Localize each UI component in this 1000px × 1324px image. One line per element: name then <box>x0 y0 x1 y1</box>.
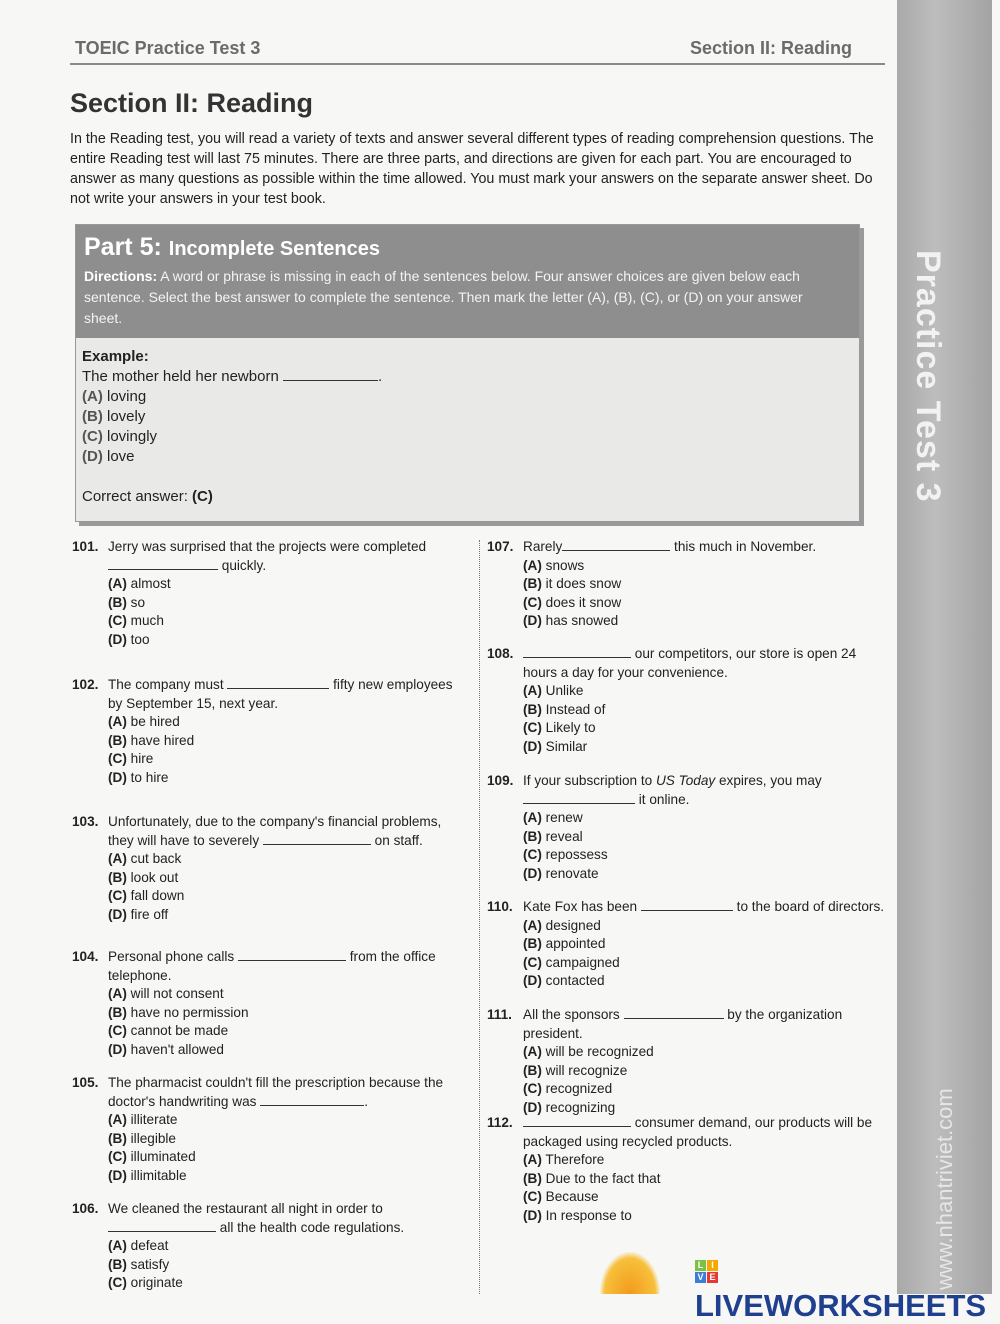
option-letter: (A) <box>523 683 542 698</box>
stem-text: All the sponsors <box>523 1007 624 1022</box>
answer-option[interactable] <box>523 701 892 720</box>
option-letter: (B) <box>108 732 127 748</box>
option-letter: (D) <box>523 973 542 988</box>
option-letter: (B) <box>523 936 542 951</box>
answer-blank[interactable] <box>523 1114 631 1127</box>
answer-label: Correct answer: <box>82 488 188 505</box>
question-number: 108. <box>487 646 514 661</box>
option-letter: (B) <box>523 828 542 844</box>
question-options <box>108 850 457 924</box>
answer-blank[interactable] <box>238 948 346 961</box>
option-letter: (C) <box>82 428 103 445</box>
option-text: Similar <box>545 738 588 754</box>
answer-option[interactable] <box>523 954 892 973</box>
option-text: will recognize <box>545 1062 628 1078</box>
option-text: originate <box>130 1275 183 1290</box>
question-stem <box>108 538 457 575</box>
answer-blank[interactable] <box>523 645 631 658</box>
option-text: so <box>130 594 146 610</box>
answer-option[interactable] <box>108 1022 457 1041</box>
answer-option[interactable] <box>108 1148 457 1167</box>
question-110 <box>487 898 892 991</box>
answer-option[interactable] <box>523 1151 892 1170</box>
stem-text: quickly. <box>218 557 267 573</box>
answer-option[interactable] <box>108 631 457 650</box>
option-letter: (D) <box>108 906 127 922</box>
question-107 <box>487 538 892 631</box>
example-answer <box>82 487 382 507</box>
option-letter: (A) <box>523 917 542 933</box>
example-option <box>82 387 382 407</box>
answer-blank[interactable] <box>523 791 635 804</box>
answer-option[interactable] <box>523 935 892 954</box>
question-number: 112. <box>487 1115 513 1130</box>
option-text: it does snow <box>545 576 622 591</box>
part-5-header <box>76 225 859 338</box>
watermark-text: LIVEWORKSHEETS <box>695 1288 987 1323</box>
option-text: designed <box>545 917 601 933</box>
stem-text: our competitors, our store is open 24 hours a day for your convenience. <box>523 646 857 680</box>
answer-blank[interactable] <box>263 832 371 845</box>
option-letter: (B) <box>108 1004 127 1020</box>
option-letter: (D) <box>523 613 542 628</box>
stem-text: Rarely <box>523 539 563 554</box>
example-stem: The mother held her newborn . <box>82 368 383 385</box>
option-letter: (C) <box>108 888 127 903</box>
stem-text: fifty new employees by September 15, next year. <box>108 677 453 711</box>
option-text: satisfy <box>130 1256 170 1272</box>
option-letter: (B) <box>523 576 542 591</box>
answer-value: (C) <box>192 488 213 505</box>
question-111 <box>487 1006 892 1117</box>
option-letter: (B) <box>523 1170 542 1186</box>
column-divider <box>479 540 480 1294</box>
answer-option[interactable] <box>523 682 892 701</box>
liveworksheets-icon: L I V E <box>695 1260 718 1283</box>
answer-blank[interactable] <box>108 557 218 570</box>
answer-option[interactable] <box>523 1062 892 1081</box>
answer-option[interactable] <box>523 1188 892 1207</box>
question-options <box>523 682 892 756</box>
directions-label: Directions: <box>84 268 158 284</box>
option-letter: (A) <box>523 1044 542 1059</box>
question-options <box>108 575 457 649</box>
answer-blank[interactable] <box>227 676 329 689</box>
option-text: will not consent <box>130 986 224 1001</box>
answer-option[interactable] <box>523 594 892 613</box>
question-stem <box>523 772 892 809</box>
question-stem <box>523 1006 892 1043</box>
question-options <box>523 1151 892 1225</box>
question-options <box>108 1237 457 1293</box>
option-text: fall down <box>130 888 185 903</box>
option-letter: (D) <box>523 738 542 754</box>
option-text: to hire <box>130 769 169 785</box>
flame-logo-icon <box>600 1252 660 1294</box>
answer-option[interactable] <box>523 809 892 828</box>
question-104 <box>72 948 457 1059</box>
option-letter: (A) <box>523 810 542 825</box>
option-text: almost <box>130 576 171 591</box>
option-letter: (B) <box>82 408 103 425</box>
option-letter: (D) <box>523 1099 542 1115</box>
option-letter: (C) <box>523 847 542 862</box>
question-number: 102. <box>72 677 99 692</box>
question-stem <box>523 1114 892 1151</box>
question-stem <box>108 813 457 850</box>
question-number: 111. <box>487 1007 512 1022</box>
option-letter: (C) <box>523 954 542 970</box>
answer-option[interactable] <box>108 887 457 906</box>
option-letter: (C) <box>108 613 127 628</box>
option-letter: (B) <box>523 701 542 717</box>
part-directions <box>84 266 844 329</box>
question-108 <box>487 645 892 756</box>
option-letter: (D) <box>523 865 542 881</box>
question-options <box>523 557 892 631</box>
answer-option[interactable] <box>523 1043 892 1062</box>
answer-option[interactable] <box>108 612 457 631</box>
option-letter: (C) <box>523 594 542 610</box>
option-text: love <box>107 448 135 465</box>
answer-option[interactable] <box>108 1041 457 1060</box>
part-title <box>84 233 380 262</box>
option-text: too <box>130 631 150 647</box>
answer-option[interactable] <box>108 732 457 751</box>
question-options <box>523 809 892 883</box>
option-letter: (C) <box>108 1023 127 1038</box>
option-text: Unlike <box>545 683 584 698</box>
option-text: illuminated <box>130 1149 196 1164</box>
option-letter: (D) <box>108 1167 127 1183</box>
option-text: Likely to <box>545 720 596 735</box>
answer-option[interactable] <box>523 846 892 865</box>
question-number: 110. <box>487 899 513 914</box>
option-text: illiterate <box>130 1112 178 1127</box>
question-number: 104. <box>72 949 99 964</box>
option-letter: (C) <box>108 1149 127 1164</box>
question-stem <box>108 948 457 985</box>
answer-option[interactable] <box>108 594 457 613</box>
question-109 <box>487 772 892 883</box>
option-letter: (A) <box>82 388 103 405</box>
answer-option[interactable] <box>108 1111 457 1130</box>
example-options <box>82 387 382 467</box>
question-options <box>523 1043 892 1117</box>
stem-text: The pharmacist couldn't fill the prescription because the doctor's handwriting was <box>108 1075 444 1109</box>
answer-option[interactable] <box>523 1170 892 1189</box>
option-letter: (A) <box>108 851 127 866</box>
example-option <box>82 427 382 447</box>
stem-text: it online. <box>635 791 690 807</box>
stem-text: If your subscription to <box>523 773 656 788</box>
answer-option[interactable] <box>108 713 457 732</box>
stem-text: this much in November. <box>670 539 817 554</box>
stem-text: expires, you may <box>715 773 822 788</box>
option-letter: (A) <box>108 986 127 1001</box>
option-text: look out <box>130 869 179 885</box>
option-text: has snowed <box>545 613 619 628</box>
answer-option[interactable] <box>108 1167 457 1186</box>
question-options <box>108 1111 457 1185</box>
option-text: fire off <box>130 906 169 922</box>
example-option <box>82 407 382 427</box>
option-text: illegible <box>130 1130 176 1146</box>
question-stem <box>108 676 457 713</box>
question-number: 106. <box>72 1201 99 1216</box>
answer-option[interactable] <box>108 906 457 925</box>
answer-option[interactable] <box>108 750 457 769</box>
example-stem-text: The mother held her newborn <box>82 368 279 385</box>
answer-option[interactable] <box>108 769 457 788</box>
option-text: repossess <box>545 847 608 862</box>
question-103 <box>72 813 457 924</box>
option-text: hire <box>130 751 154 766</box>
answer-blank[interactable] <box>624 1006 724 1019</box>
answer-blank[interactable] <box>641 898 733 911</box>
answer-blank[interactable] <box>108 1219 216 1232</box>
part-label: Part 5: <box>84 233 162 261</box>
answer-option[interactable] <box>523 612 892 631</box>
option-letter: (B) <box>108 594 127 610</box>
question-106 <box>72 1200 457 1293</box>
answer-option[interactable] <box>523 1207 892 1226</box>
question-number: 107. <box>487 539 514 554</box>
option-text: renew <box>545 810 583 825</box>
header-section-title: Section II: Reading <box>690 38 853 58</box>
answer-option[interactable] <box>523 575 892 594</box>
option-letter: (B) <box>108 1256 127 1272</box>
header-divider <box>70 63 885 65</box>
stem-text: Jerry was surprised that the projects were completed <box>108 539 427 554</box>
option-letter: (B) <box>108 1130 127 1146</box>
stem-text: Personal phone calls <box>108 949 238 964</box>
option-text: defeat <box>130 1238 169 1253</box>
answer-option[interactable] <box>523 557 892 576</box>
option-text: have hired <box>130 732 195 748</box>
option-text: will be recognized <box>545 1044 654 1059</box>
directions-text: A word or phrase is missing in each of the sentences below. Four answer choices are given below each sentence. Select the best answer to complete the sentence. Then mark the letter (A), (B), (C), or (D) on your answer sheet. <box>84 268 803 326</box>
stem-text: from the office telephone. <box>108 949 436 983</box>
question-options <box>108 713 457 787</box>
example <box>82 347 382 507</box>
sidebar-url: www.nhantriviet.com <box>932 1088 957 1290</box>
answer-option[interactable] <box>108 869 457 888</box>
option-letter: (A) <box>108 1238 127 1253</box>
stem-text: by the organization president. <box>523 1007 843 1041</box>
option-letter: (A) <box>108 1112 127 1127</box>
answer-option[interactable] <box>108 575 457 594</box>
question-number: 103. <box>72 814 99 829</box>
question-112 <box>487 1114 892 1225</box>
answer-option[interactable] <box>523 972 892 991</box>
option-text: recognizing <box>545 1099 616 1115</box>
option-text: have no permission <box>130 1004 249 1020</box>
answer-blank[interactable] <box>260 1093 364 1106</box>
option-letter: (A) <box>523 1152 542 1167</box>
answer-option[interactable] <box>523 719 892 738</box>
question-stem <box>523 538 892 557</box>
liveworksheets-watermark <box>695 1252 1000 1324</box>
option-text: Therefore <box>545 1152 605 1167</box>
option-text: In response to <box>545 1207 632 1223</box>
option-letter: (D) <box>523 1207 542 1223</box>
stem-text: Kate Fox has been <box>523 899 641 914</box>
example-blank <box>283 368 378 381</box>
stem-text: on staff. <box>370 832 423 848</box>
stem-text: consumer demand, our products will be packaged using recycled products. <box>523 1115 873 1149</box>
question-101 <box>72 538 457 649</box>
header-test-title: TOEIC Practice Test 3 <box>75 38 261 58</box>
question-stem <box>108 1200 457 1237</box>
option-text: lovely <box>107 408 146 425</box>
option-letter: (C) <box>523 720 542 735</box>
option-text: loving <box>107 388 147 405</box>
option-text: cannot be made <box>130 1023 229 1038</box>
option-letter: (D) <box>108 631 127 647</box>
option-text: be hired <box>130 714 180 729</box>
question-stem <box>108 1074 457 1111</box>
sidebar-title: Practice Test 3 <box>909 250 947 503</box>
option-letter: (B) <box>523 1062 542 1078</box>
question-options <box>108 985 457 1059</box>
stem-text: all the health code regulations. <box>216 1219 405 1235</box>
option-text: illimitable <box>130 1167 187 1183</box>
option-text: reveal <box>545 828 583 844</box>
answer-option[interactable] <box>108 850 457 869</box>
example-label: Example: <box>82 348 149 365</box>
option-text: Instead of <box>545 701 606 717</box>
question-number: 105. <box>72 1075 99 1090</box>
question-number: 109. <box>487 773 514 788</box>
answer-option[interactable] <box>108 985 457 1004</box>
part-5-box <box>75 224 860 522</box>
stem-text: . <box>364 1093 368 1109</box>
option-letter: (D) <box>108 1041 127 1057</box>
answer-option[interactable] <box>108 1256 457 1275</box>
question-105 <box>72 1074 457 1185</box>
answer-option[interactable] <box>523 865 892 884</box>
option-text: renovate <box>545 865 599 881</box>
option-text: lovingly <box>107 428 158 445</box>
option-letter: (C) <box>108 751 127 766</box>
option-letter: (C) <box>523 1189 542 1204</box>
option-text: haven't allowed <box>130 1041 224 1057</box>
option-letter: (D) <box>108 769 127 785</box>
answer-option[interactable] <box>523 828 892 847</box>
answer-blank[interactable] <box>562 538 670 551</box>
option-letter: (B) <box>108 869 127 885</box>
question-options <box>523 917 892 991</box>
answer-option[interactable] <box>523 1080 892 1099</box>
option-text: much <box>130 613 164 628</box>
answer-option[interactable] <box>523 738 892 757</box>
question-number: 101. <box>72 539 99 554</box>
section-intro: In the Reading test, you will read a variety of texts and answer several different types of reading comprehension questions. The entire Reading test will last 75 minutes. There are three parts, and directions are given for each part. You are encouraged to answer as many questions as possible within the time allowed. You must mark your answers on the separate answer sheet. Do not write your answers in your test book. <box>70 131 874 207</box>
stem-italic: US Today <box>655 773 716 788</box>
option-text: does it snow <box>545 594 622 610</box>
section-title: Section II: Reading <box>70 88 314 118</box>
option-text: Due to the fact that <box>545 1170 661 1186</box>
answer-option[interactable] <box>108 1237 457 1256</box>
option-text: cut back <box>130 851 182 866</box>
answer-option[interactable] <box>523 917 892 936</box>
option-letter: (C) <box>523 1081 542 1096</box>
option-letter: (C) <box>108 1275 127 1290</box>
option-letter: (D) <box>82 448 103 465</box>
stem-text: We cleaned the restaurant all night in order to <box>108 1201 383 1216</box>
question-102 <box>72 676 457 787</box>
option-text: Because <box>545 1189 599 1204</box>
option-text: recognized <box>545 1081 613 1096</box>
option-text: appointed <box>545 936 606 951</box>
answer-option[interactable] <box>108 1274 457 1293</box>
stem-text: The company must <box>108 677 228 692</box>
option-text: contacted <box>545 973 605 988</box>
question-stem <box>523 645 892 682</box>
part-subtitle: Incomplete Sentences <box>168 238 380 260</box>
example-option <box>82 447 382 467</box>
option-letter: (A) <box>523 557 542 573</box>
answer-option[interactable] <box>108 1004 457 1023</box>
stem-text: Unfortunately, due to the company's financial problems, they will have to severely <box>108 814 442 848</box>
option-text: campaigned <box>545 954 620 970</box>
question-stem <box>523 898 892 917</box>
option-letter: (A) <box>108 714 127 729</box>
answer-option[interactable] <box>108 1130 457 1149</box>
stem-text: to the board of directors. <box>732 899 885 914</box>
option-text: snows <box>545 557 585 573</box>
option-letter: (A) <box>108 576 127 591</box>
